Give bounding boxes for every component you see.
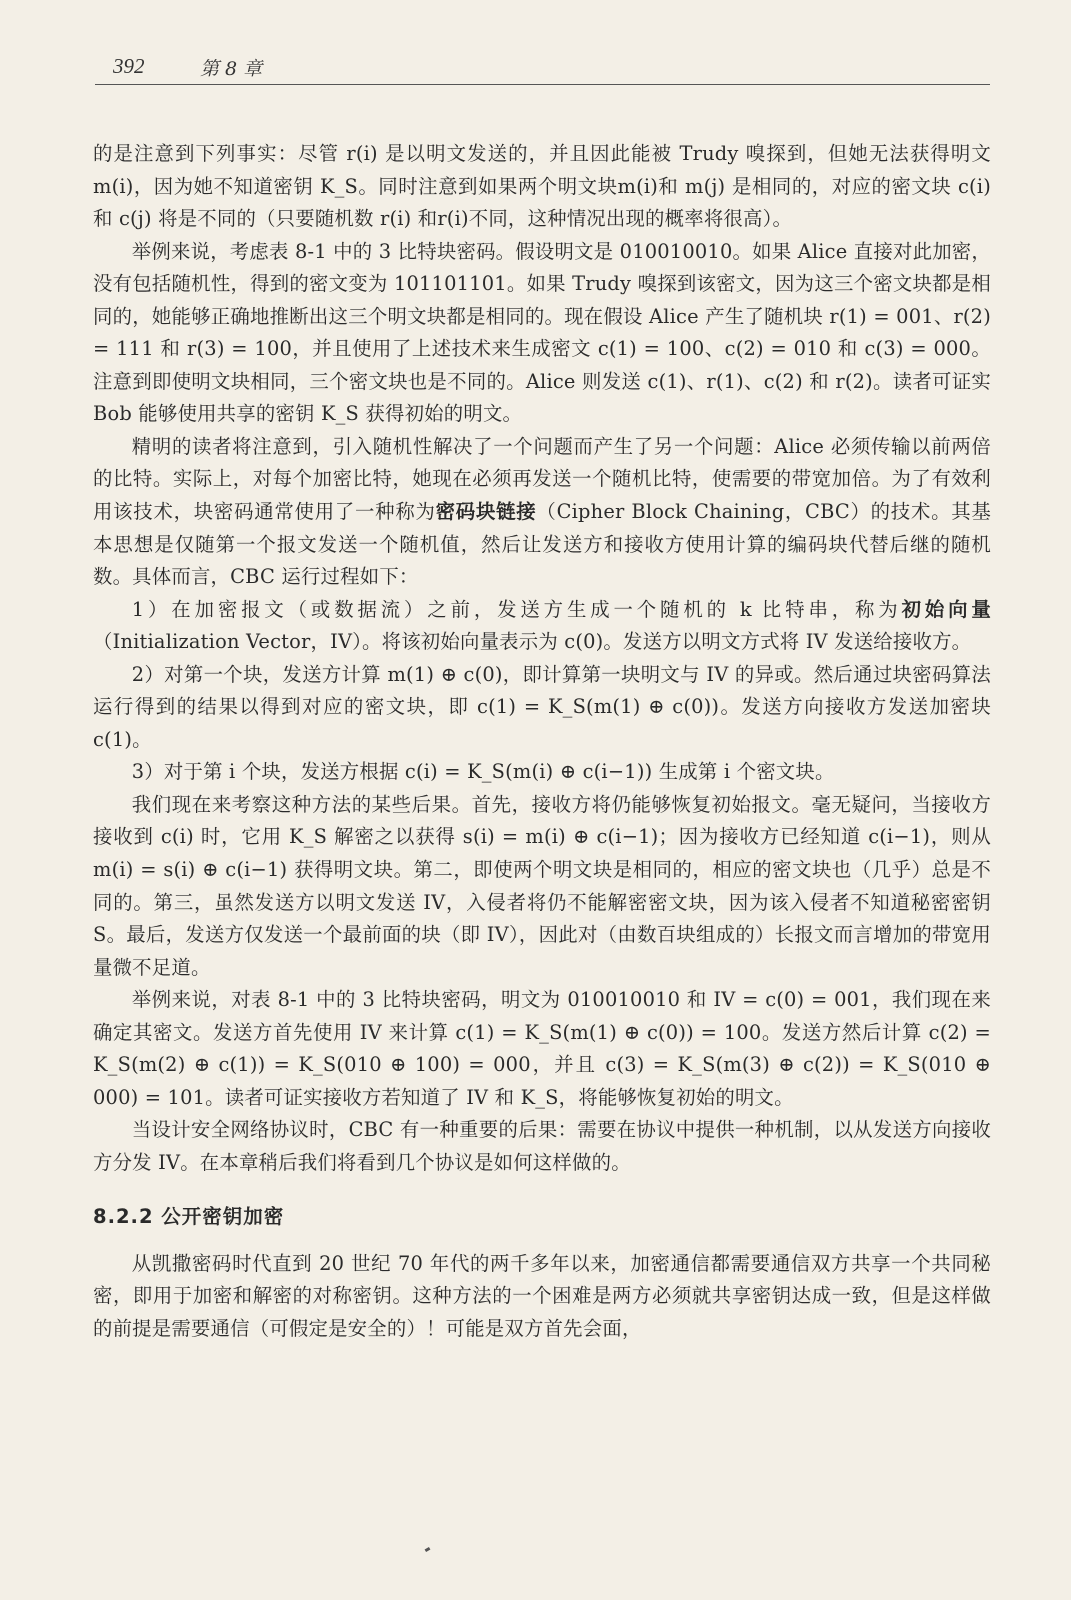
cbc-intro-text-b: （Cipher Block Chaining，CBC）的技术。其基本思想是仅随第一个报文发送一个随机值，然后让发送方和接收方使用计算的编码块代替后继的随机数。具体而言，CBC 运行过程如下：	[93, 500, 992, 589]
paragraph-cbc-consequences: 我们现在来考察这种方法的某些后果。首先，接收方将仍能够恢复初始报文。毫无疑问，当接收方接收到 c(i) 时，它用 K_S 解密之以获得 s(i) = m(i) ⊕ c(i−1)；因为接收方已经知道 c(i−1)，则从 m(i) = s(i) ⊕ c(i−1) 获得明文块。第二，即使两个明文块是相同的，相应的密文块也（几乎）总是不同的。第三，虽然发送方以明文发送 IV，入侵者将仍不能解密密文块，因为该入侵者不知道秘密密钥 S。最后，发送方仅发送一个最前面的块（即 IV），因此对（由数百块组成的）长报文而言增加的带宽用量微不足道。	[93, 792, 991, 979]
paragraph-continued: 的是注意到下列事实：尽管 r(i) 是以明文发送的，并且因此能被 Trudy 嗅探到，但她无法获得明文 m(i)，因为她不知道密钥 K_S。同时注意到如果两个明文块m(i)和 m(j) 是相同的，对应的密文块 c(i) 和 c(j) 将是不同的（只要随机数 r(i) 和r(i)不同，这种情况出现的概率将很高）。	[93, 142, 991, 231]
term-cbc: 密码块链接	[435, 500, 537, 524]
cbc-step-1	[93, 594, 991, 659]
section-heading: 8.2.2 公开密钥加密	[93, 1204, 285, 1228]
paragraph-protocol-design: 当设计安全网络协议时，CBC 有一种重要的后果：需要在协议中提供一种机制，以从发送方向接收方分发 IV。在本章稍后我们将看到几个协议是如何这样做的。	[93, 1118, 991, 1174]
page-body	[93, 138, 991, 1345]
page-number: 392	[113, 54, 145, 78]
paragraph-cbc-intro	[93, 431, 991, 594]
step-1-text-a: 1）在加密报文（或数据流）之前，发送方生成一个随机的 k 比特串，称为	[131, 597, 902, 621]
paragraph-example-random-blocks: 举例来说，考虑表 8-1 中的 3 比特块密码。假设明文是 010010010。如果 Alice 直接对此加密，没有包括随机性，得到的密文变为 101101101。如果 Trudy 嗅探到该密文，因为这三个密文块都是相同的，她能够正确地推断出这三个明文块都是相同的。现在假设 Alice 产生了随机块 r(1) = 001、r(2) = 111 和 r(3) = 100，并且使用了上述技术来生成密文 c(1) = 100、c(2) = 010 和 c(3) = 000。注意到即使明文块相同，三个密文块也是不同的。Alice 则发送 c(1)、r(1)、c(2) 和 r(2)。读者可证实 Bob 能够使用共享的密钥 K_S 获得初始的明文。	[93, 239, 991, 426]
running-header	[95, 52, 990, 85]
chapter-label: 第 8 章	[200, 58, 263, 80]
cbc-step-3: 3）对于第 i 个块，发送方根据 c(i) = K_S(m(i) ⊕ c(i−1)) 生成第 i 个密文块。	[131, 760, 835, 784]
step-1-text-b: （Initialization Vector，IV）。将该初始向量表示为 c(0)。发送方以明文方式将 IV 发送给接收方。	[93, 630, 972, 654]
term-iv: 初始向量	[901, 597, 991, 621]
paragraph-public-key-intro: 从凯撒密码时代直到 20 世纪 70 年代的两千多年以来，加密通信都需要通信双方共享一个共同秘密，即用于加密和解密的对称密钥。这种方法的一个困难是两方必须就共享密钥达成一致，但是这样做的前提是需要通信（可假定是安全的）！可能是双方首先会面，	[93, 1251, 991, 1340]
cbc-step-2: 2）对第一个块，发送方计算 m(1) ⊕ c(0)，即计算第一块明文与 IV 的异或。然后通过块密码算法运行得到的结果以得到对应的密文块，即 c(1) = K_S(m(1) ⊕ c(0))。发送方向接收方发送加密块 c(1)。	[93, 662, 991, 751]
cbc-intro-text-a: 精明的读者将注意到，引入随机性解决了一个问题而产生了另一个问题：Alice 必须传输以前两倍的比特。实际上，对每个加密比特，她现在必须再发送一个随机比特，使需要的带宽加倍。为了有效利用该技术，块密码通常使用了一种称为	[93, 434, 991, 524]
paragraph-cbc-example: 举例来说，对表 8-1 中的 3 比特块密码，明文为 010010010 和 IV = c(0) = 001，我们现在来确定其密文。发送方首先使用 IV 来计算 c(1) = K_S(m(1) ⊕ c(0)) = 100。发送方然后计算 c(2) = K_S(m(2) ⊕ c(1)) = K_S(010 ⊕ 100) = 000，并且 c(3) = K_S(m(3) ⊕ c(2)) = K_S(010 ⊕ 000) = 101。读者可证实接收方若知道了 IV 和 K_S，将能够恢复初始的明文。	[93, 988, 991, 1109]
ink-mark	[425, 1547, 431, 1552]
